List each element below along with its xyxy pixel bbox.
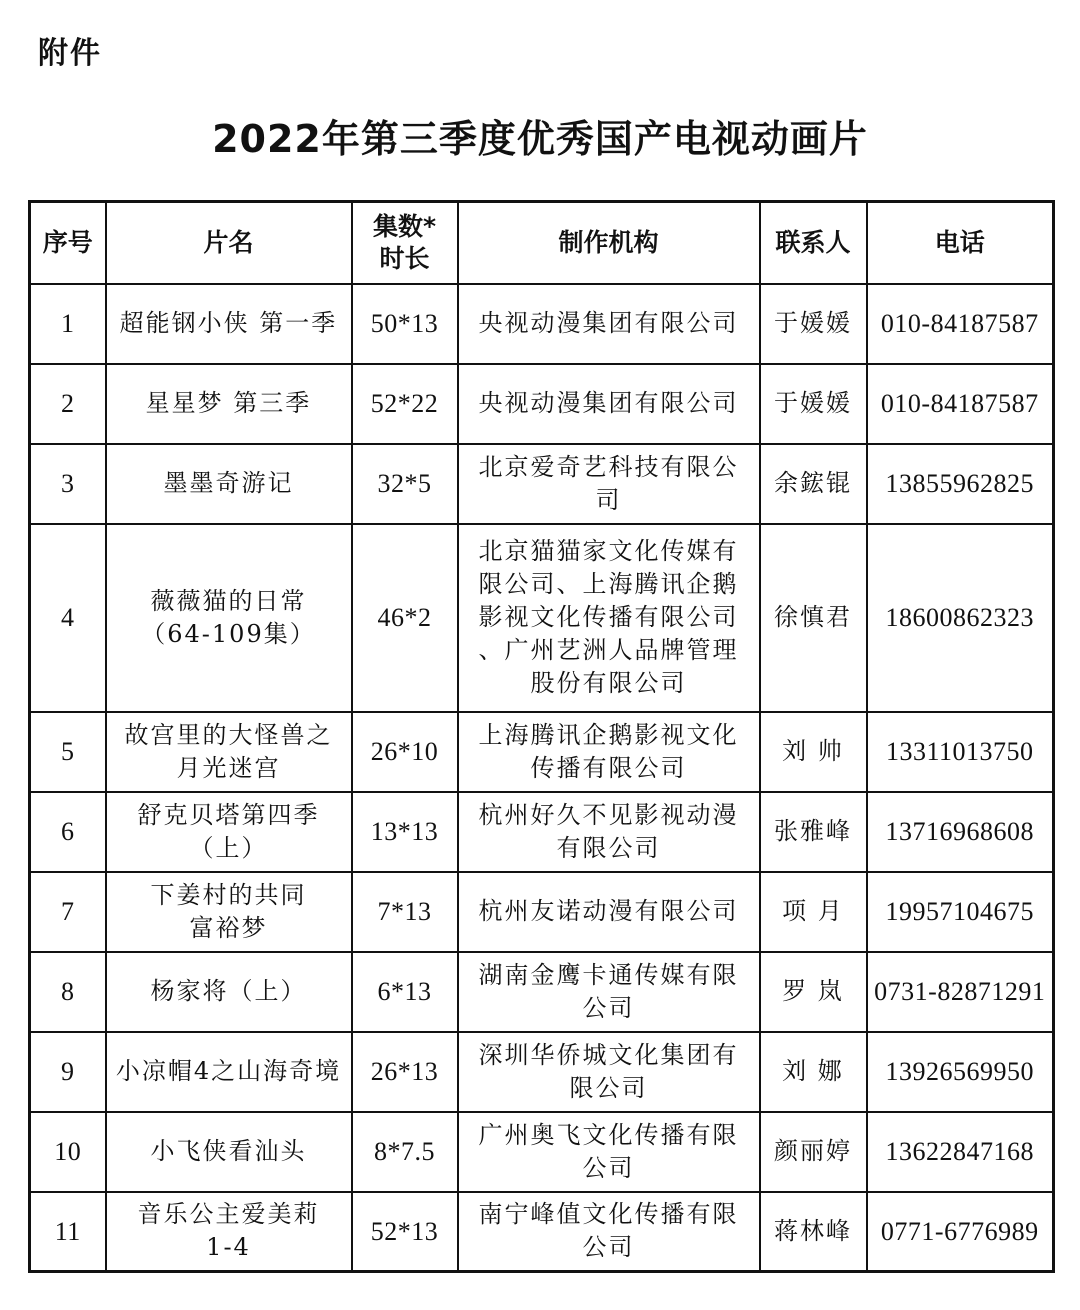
cell-episodes: 6*13: [352, 952, 458, 1032]
cell-phone: 010-84187587: [867, 284, 1054, 364]
cell-producer: 央视动漫集团有限公司: [458, 284, 760, 364]
header-contact: 联系人: [760, 202, 867, 284]
cell-episodes: 26*13: [352, 1032, 458, 1112]
cell-name: 小飞侠看汕头: [106, 1112, 352, 1192]
table-row: [30, 524, 1054, 712]
animation-list-table: [28, 200, 1055, 1273]
cell-contact: 于媛媛: [760, 364, 867, 444]
cell-name: 墨墨奇游记: [106, 444, 352, 524]
cell-name: 音乐公主爱美莉 1-4: [106, 1192, 352, 1272]
cell-producer: 杭州友诺动漫有限公司: [458, 872, 760, 952]
cell-contact: 刘 帅: [760, 712, 867, 792]
cell-phone: 0771-6776989: [867, 1192, 1054, 1272]
table-row: [30, 872, 1054, 952]
cell-producer: 北京爱奇艺科技有限公 司: [458, 444, 760, 524]
cell-index: 5: [30, 712, 106, 792]
cell-phone: 0731-82871291: [867, 952, 1054, 1032]
cell-contact: 项 月: [760, 872, 867, 952]
cell-producer: 北京猫猫家文化传媒有 限公司、上海腾讯企鹅 影视文化传播有限公司 、广州艺洲人品牌管理 股份有限公司: [458, 524, 760, 712]
cell-phone: 13622847168: [867, 1112, 1054, 1192]
cell-episodes: 52*13: [352, 1192, 458, 1272]
cell-episodes: 7*13: [352, 872, 458, 952]
cell-contact: 罗 岚: [760, 952, 867, 1032]
table-row: [30, 1112, 1054, 1192]
cell-episodes: 46*2: [352, 524, 458, 712]
header-episodes: 集数* 时长: [352, 202, 458, 284]
cell-contact: 于媛媛: [760, 284, 867, 364]
cell-index: 8: [30, 952, 106, 1032]
cell-name: 舒克贝塔第四季 （上）: [106, 792, 352, 872]
cell-producer: 上海腾讯企鹅影视文化 传播有限公司: [458, 712, 760, 792]
cell-name: 杨家将（上）: [106, 952, 352, 1032]
cell-producer: 广州奥飞文化传播有限 公司: [458, 1112, 760, 1192]
cell-episodes: 50*13: [352, 284, 458, 364]
cell-name: 超能钢小侠 第一季: [106, 284, 352, 364]
cell-name: 薇薇猫的日常 （64-109集）: [106, 524, 352, 712]
cell-episodes: 32*5: [352, 444, 458, 524]
table-row: [30, 1032, 1054, 1112]
cell-name: 下姜村的共同 富裕梦: [106, 872, 352, 952]
cell-phone: 010-84187587: [867, 364, 1054, 444]
cell-producer: 南宁峰值文化传播有限 公司: [458, 1192, 760, 1272]
cell-phone: 13311013750: [867, 712, 1054, 792]
cell-phone: 19957104675: [867, 872, 1054, 952]
cell-producer: 深圳华侨城文化集团有 限公司: [458, 1032, 760, 1112]
cell-contact: 余鋐锟: [760, 444, 867, 524]
cell-phone: 13855962825: [867, 444, 1054, 524]
cell-episodes: 26*10: [352, 712, 458, 792]
cell-index: 1: [30, 284, 106, 364]
table-row: [30, 952, 1054, 1032]
cell-contact: 颜丽婷: [760, 1112, 867, 1192]
cell-contact: 蒋林峰: [760, 1192, 867, 1272]
cell-index: 7: [30, 872, 106, 952]
cell-episodes: 52*22: [352, 364, 458, 444]
cell-episodes: 13*13: [352, 792, 458, 872]
cell-producer: 央视动漫集团有限公司: [458, 364, 760, 444]
cell-phone: 13926569950: [867, 1032, 1054, 1112]
header-index: 序号: [30, 202, 106, 284]
cell-episodes: 8*7.5: [352, 1112, 458, 1192]
attachment-label: 附件: [38, 36, 102, 71]
page-title: 2022年第三季度优秀国产电视动画片: [212, 117, 868, 161]
cell-index: 10: [30, 1112, 106, 1192]
cell-name: 星星梦 第三季: [106, 364, 352, 444]
table-row: [30, 792, 1054, 872]
cell-name: 小凉帽4之山海奇境: [106, 1032, 352, 1112]
cell-index: 11: [30, 1192, 106, 1272]
cell-phone: 13716968608: [867, 792, 1054, 872]
table-row: [30, 444, 1054, 524]
table-header-row: [30, 202, 1054, 284]
cell-contact: 刘 娜: [760, 1032, 867, 1112]
header-name: 片名: [106, 202, 352, 284]
table-row: [30, 284, 1054, 364]
cell-producer: 湖南金鹰卡通传媒有限 公司: [458, 952, 760, 1032]
cell-index: 3: [30, 444, 106, 524]
cell-producer: 杭州好久不见影视动漫 有限公司: [458, 792, 760, 872]
cell-index: 6: [30, 792, 106, 872]
cell-index: 9: [30, 1032, 106, 1112]
table-row: [30, 712, 1054, 792]
table-row: [30, 364, 1054, 444]
cell-contact: 徐慎君: [760, 524, 867, 712]
header-producer: 制作机构: [458, 202, 760, 284]
cell-name: 故宫里的大怪兽之 月光迷宫: [106, 712, 352, 792]
cell-index: 4: [30, 524, 106, 712]
table-row: [30, 1192, 1054, 1272]
cell-contact: 张雅峰: [760, 792, 867, 872]
cell-phone: 18600862323: [867, 524, 1054, 712]
cell-index: 2: [30, 364, 106, 444]
header-phone: 电话: [867, 202, 1054, 284]
